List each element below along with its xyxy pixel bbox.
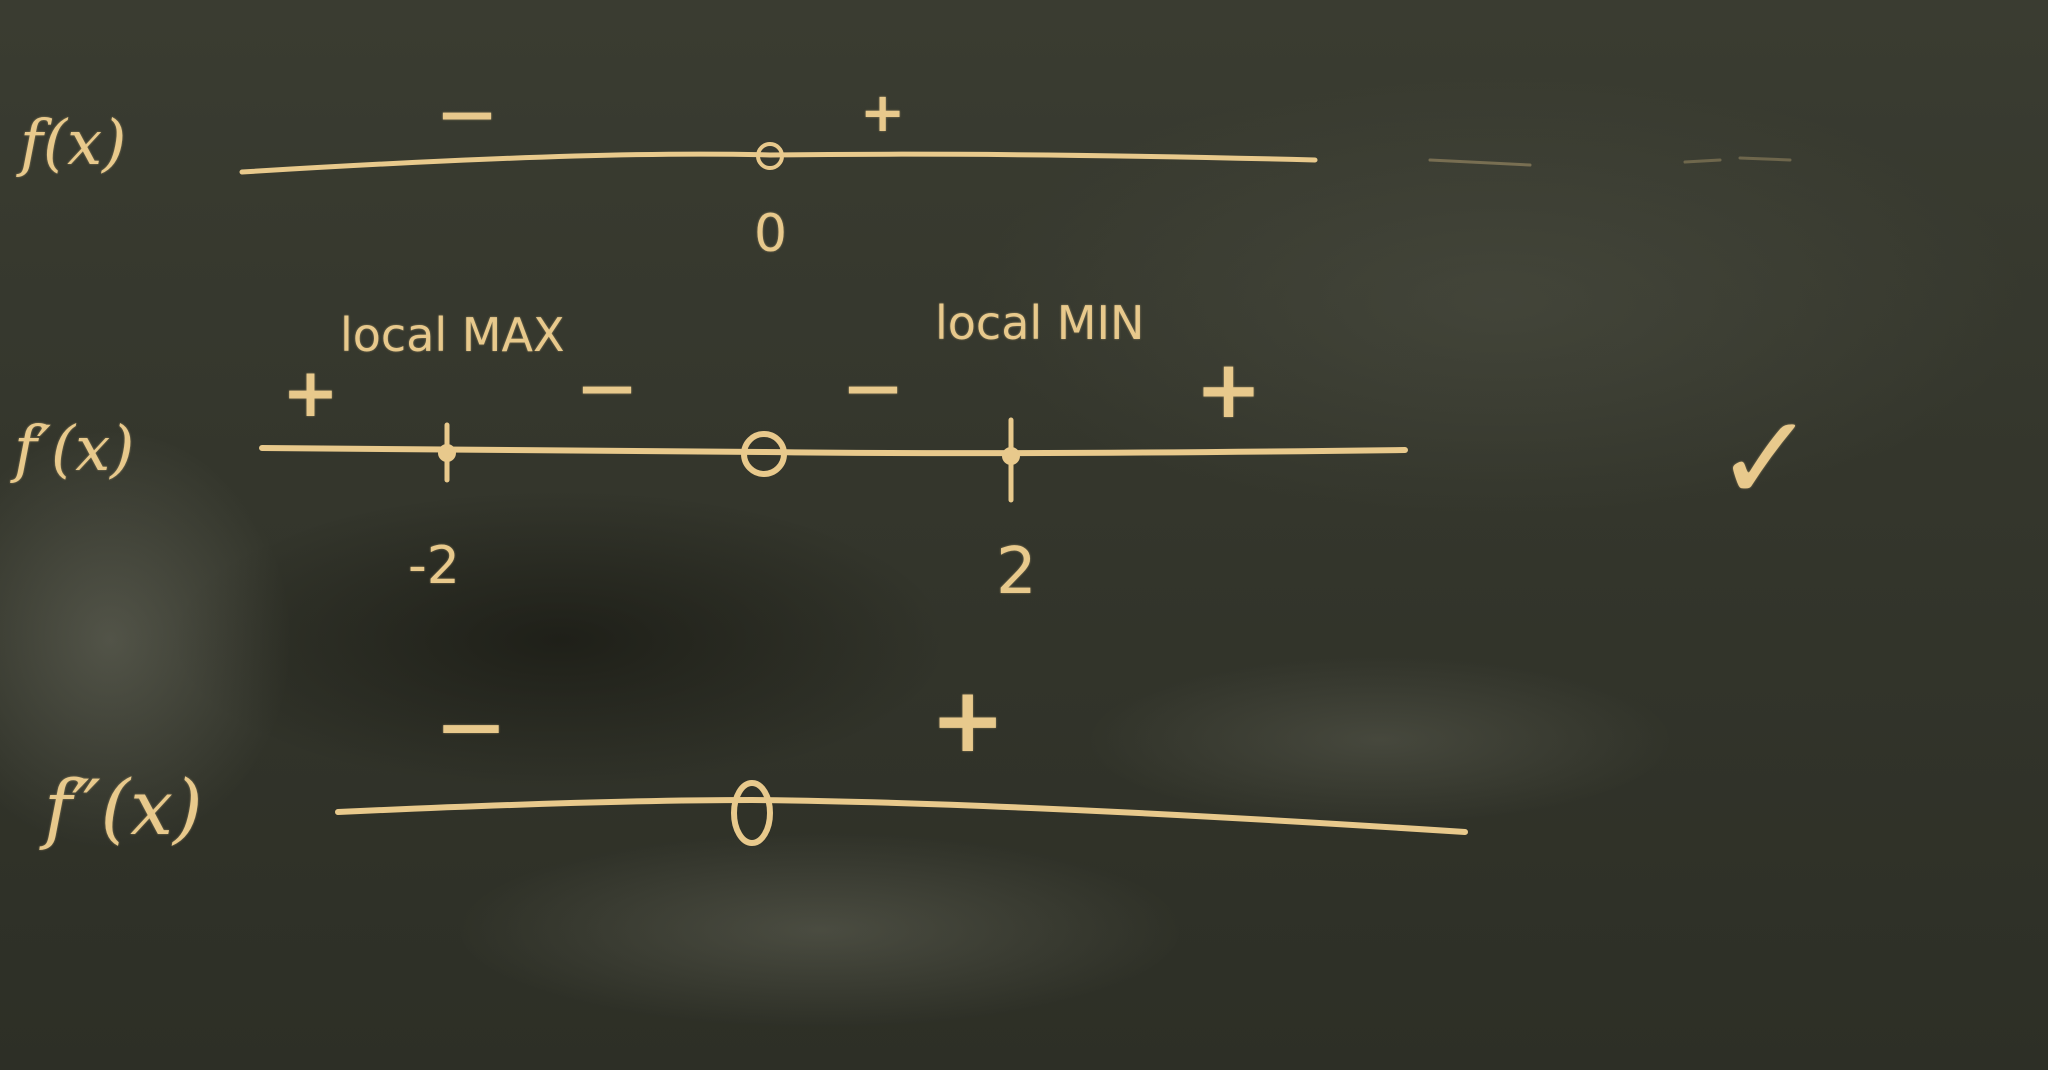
dot-f-prime-minus-two <box>438 444 456 462</box>
sign-f-prime-3: — <box>846 355 900 418</box>
sign-f-prime-1: + <box>282 354 339 433</box>
sign-f-right: + <box>860 81 906 144</box>
row-label-f: f(x) <box>20 106 127 179</box>
sign-f-double-prime-left: — <box>440 688 502 761</box>
open-circle-f-double-prime-zero <box>734 783 770 843</box>
sign-f-left: — <box>440 81 494 144</box>
checkmark-icon: ✓ <box>1715 390 1816 529</box>
row-label-f-double-prime: f″(x) <box>44 763 203 852</box>
note-local-max: local MAX <box>340 308 565 362</box>
number-line-f-prime <box>262 448 1405 453</box>
critical-point-f-prime-two: 2 <box>996 535 1037 609</box>
note-local-min: local MIN <box>935 296 1145 350</box>
dot-f-prime-two <box>1002 447 1020 465</box>
sign-f-double-prime-right: + <box>930 668 1006 773</box>
sign-f-prime-2: — <box>580 355 634 418</box>
number-line-f-double-prime <box>338 800 1465 832</box>
sign-f-prime-4: + <box>1195 343 1263 436</box>
critical-point-f-prime-minus-two: -2 <box>408 536 460 596</box>
chalk-smudge-mark <box>1430 160 1530 165</box>
chalk-smudge-mark <box>1685 158 1790 162</box>
critical-point-f-zero: 0 <box>754 204 788 264</box>
row-label-f-prime: f′(x) <box>14 412 135 485</box>
